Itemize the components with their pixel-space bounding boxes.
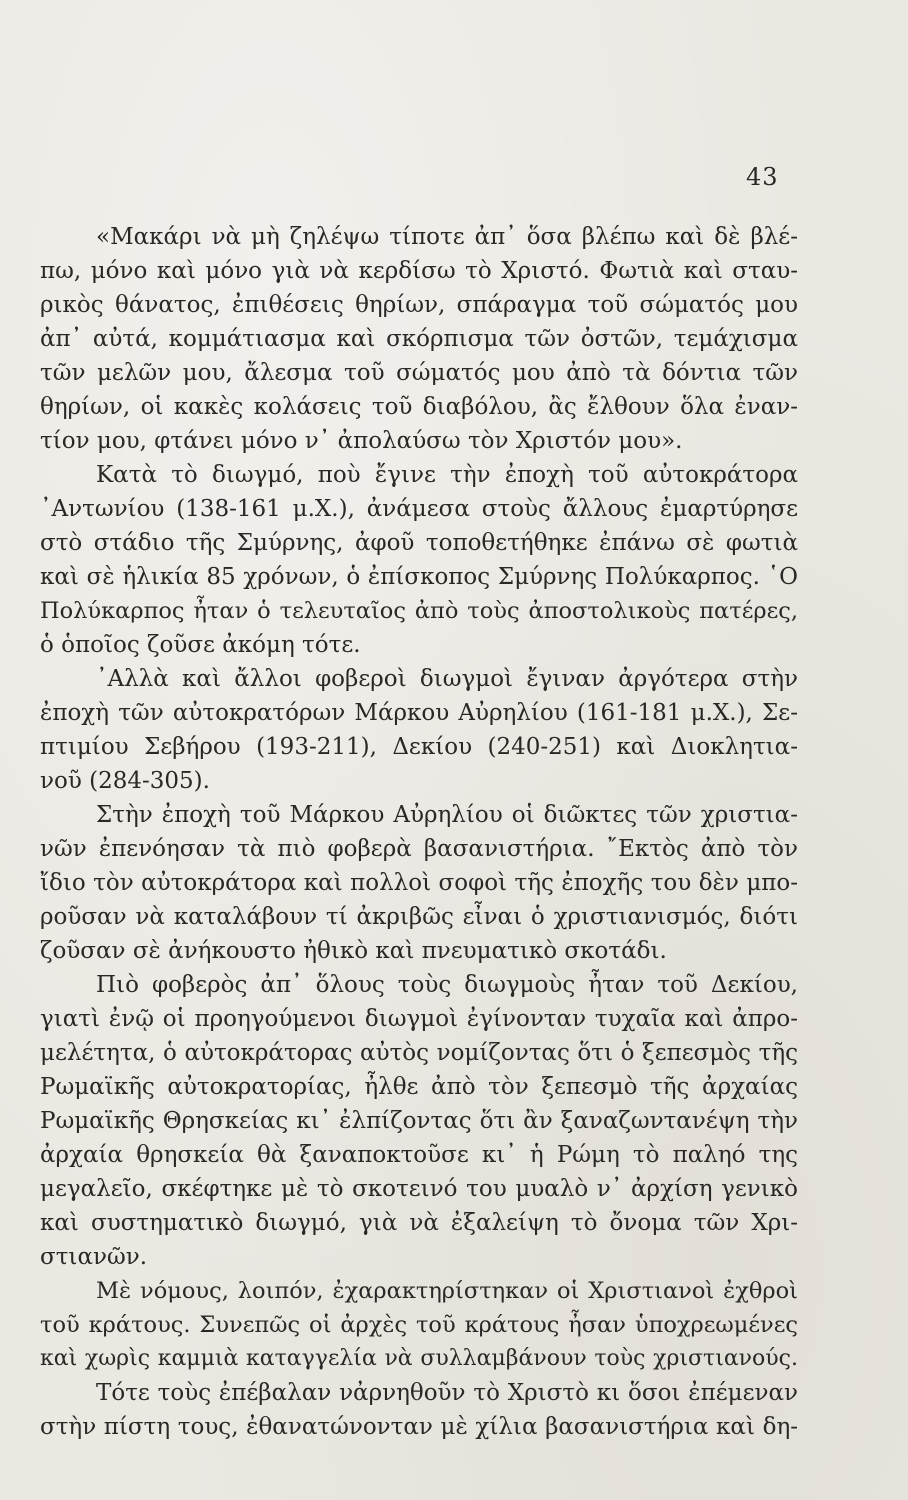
text-line: Ρωμαϊκῆς Θρησκείας κι᾿ ἐλπίζοντας ὅτι ἂν ξαναζωντανέψη τὴν [40,1108,798,1134]
text-line: στὴν πίστη τους, ἐθανατώνονταν μὲ χίλια βασανιστήρια καὶ δη- [40,1414,798,1440]
text-line: ἀπ᾿ αὐτά, κομμάτιασμα καὶ σκόρπισμα τῶν ὀστῶν, τεμάχισμα [40,326,798,352]
page-number: 43 [746,163,779,191]
text-line: γιατὶ ἐνῷ οἱ προηγούμενοι διωγμοὶ ἐγίνονταν τυχαῖα καὶ ἀπρο- [40,1006,798,1032]
text-line: θηρίων, οἱ κακὲς κολάσεις τοῦ διαβόλου, ἂς ἔλθουν ὅλα ἐναν- [40,394,798,420]
text-line: ᾿Αλλὰ καὶ ἄλλοι φοβεροὶ διωγμοὶ ἔγιναν ἀργότερα στὴν [96,666,798,692]
text-line: καὶ σὲ ἡλικία 85 χρόνων, ὁ ἐπίσκοπος Σμύρνης Πολύκαρπος. ῾Ο [40,564,798,590]
text-line: ᾿Αντωνίου (138-161 μ.Χ.), ἀνάμεσα στοὺς ἄλλους ἐμαρτύρησε [40,496,798,522]
text-line: στιανῶν. [40,1244,148,1270]
text-line: τοῦ κράτους. Συνεπῶς οἱ ἀρχὲς τοῦ κράτους ἦσαν ὑποχρεωμένες [40,1312,798,1338]
text-line: πτιμίου Σεβήρου (193-211), Δεκίου (240-251) καὶ Διοκλητια- [40,734,798,760]
text-line: ὁ ὁποῖος ζοῦσε ἀκόμη τότε. [40,632,361,658]
text-line: στὸ στάδιο τῆς Σμύρνης, ἀφοῦ τοποθετήθηκε ἐπάνω σὲ φωτιὰ [40,530,798,556]
text-line: ἴδιο τὸν αὐτοκράτορα καὶ πολλοὶ σοφοὶ τῆς ἐποχῆς του δὲν μπο- [40,870,798,896]
text-line: Ρωμαϊκῆς αὐτοκρατορίας, ἦλθε ἀπὸ τὸν ξεπεσμὸ τῆς ἀρχαίας [40,1074,798,1100]
text-line: νοῦ (284-305). [40,768,210,794]
text-line: Τότε τοὺς ἐπέβαλαν νἀρνηθοῦν τὸ Χριστὸ κι ὅσοι ἐπέμεναν [96,1380,798,1406]
text-line: καὶ συστηματικὸ διωγμό, γιὰ νὰ ἐξαλείψη τὸ ὄνομα τῶν Χρι- [40,1210,798,1236]
text-line: Μὲ νόμους, λοιπόν, ἐχαρακτηρίστηκαν οἱ Χριστιανοὶ ἐχθροὶ [96,1278,798,1304]
text-line: μεγαλεῖο, σκέφτηκε μὲ τὸ σκοτεινό του μυαλὸ ν᾿ ἀρχίση γενικὸ [40,1176,798,1202]
text-line: Πιὸ φοβερὸς ἀπ᾿ ὅλους τοὺς διωγμοὺς ἦταν τοῦ Δεκίου, [96,972,798,998]
text-line: ροῦσαν νὰ καταλάβουν τί ἀκριβῶς εἶναι ὁ χριστιανισμός, διότι [40,904,798,930]
text-line: ἐποχὴ τῶν αὐτοκρατόρων Μάρκου Αὐρηλίου (161-181 μ.Χ.), Σε- [40,700,798,726]
text-line: τίον μου, φτάνει μόνο ν᾿ ἀπολαύσω τὸν Χριστόν μου». [40,428,683,454]
text-line: Στὴν ἐποχὴ τοῦ Μάρκου Αὐρηλίου οἱ διῶκτες τῶν χριστια- [96,802,798,828]
text-line: ρικὸς θάνατος, ἐπιθέσεις θηρίων, σπάραγμα τοῦ σώματός μου [40,292,798,318]
body-text [40,220,798,1444]
text-line: πω, μόνο καὶ μόνο γιὰ νὰ κερδίσω τὸ Χριστό. Φωτιὰ καὶ σταυ- [40,258,798,284]
text-line: «Μακάρι νὰ μὴ ζηλέψω τίποτε ἀπ᾿ ὅσα βλέπω καὶ δὲ βλέ- [96,224,798,250]
text-line: Πολύκαρπος ἦταν ὁ τελευταῖος ἀπὸ τοὺς ἀποστολικοὺς πατέρες, [40,598,798,624]
text-line: νῶν ἐπενόησαν τὰ πιὸ φοβερὰ βασανιστήρια. ῎Εκτὸς ἀπὸ τὸν [40,836,798,862]
text-line: τῶν μελῶν μου, ἄλεσμα τοῦ σώματός μου ἀπὸ τὰ δόντια τῶν [40,360,798,386]
text-line: καὶ χωρὶς καμμιὰ καταγγελία νὰ συλλαμβάνουν τοὺς χριστιανούς. [40,1346,798,1371]
text-line: Κατὰ τὸ διωγμό, ποὺ ἔγινε τὴν ἐποχὴ τοῦ αὐτοκράτορα [96,462,798,488]
text-line: ἀρχαία θρησκεία θὰ ξαναποκτοῦσε κι᾿ ἡ Ρώμη τὸ παληό της [40,1142,798,1168]
text-line: μελέτητα, ὁ αὐτοκράτορας αὐτὸς νομίζοντας ὅτι ὁ ξεπεσμὸς τῆς [40,1040,798,1066]
text-line: ζοῦσαν σὲ ἀνήκουστο ἠθικὸ καὶ πνευματικὸ σκοτάδι. [40,938,667,964]
